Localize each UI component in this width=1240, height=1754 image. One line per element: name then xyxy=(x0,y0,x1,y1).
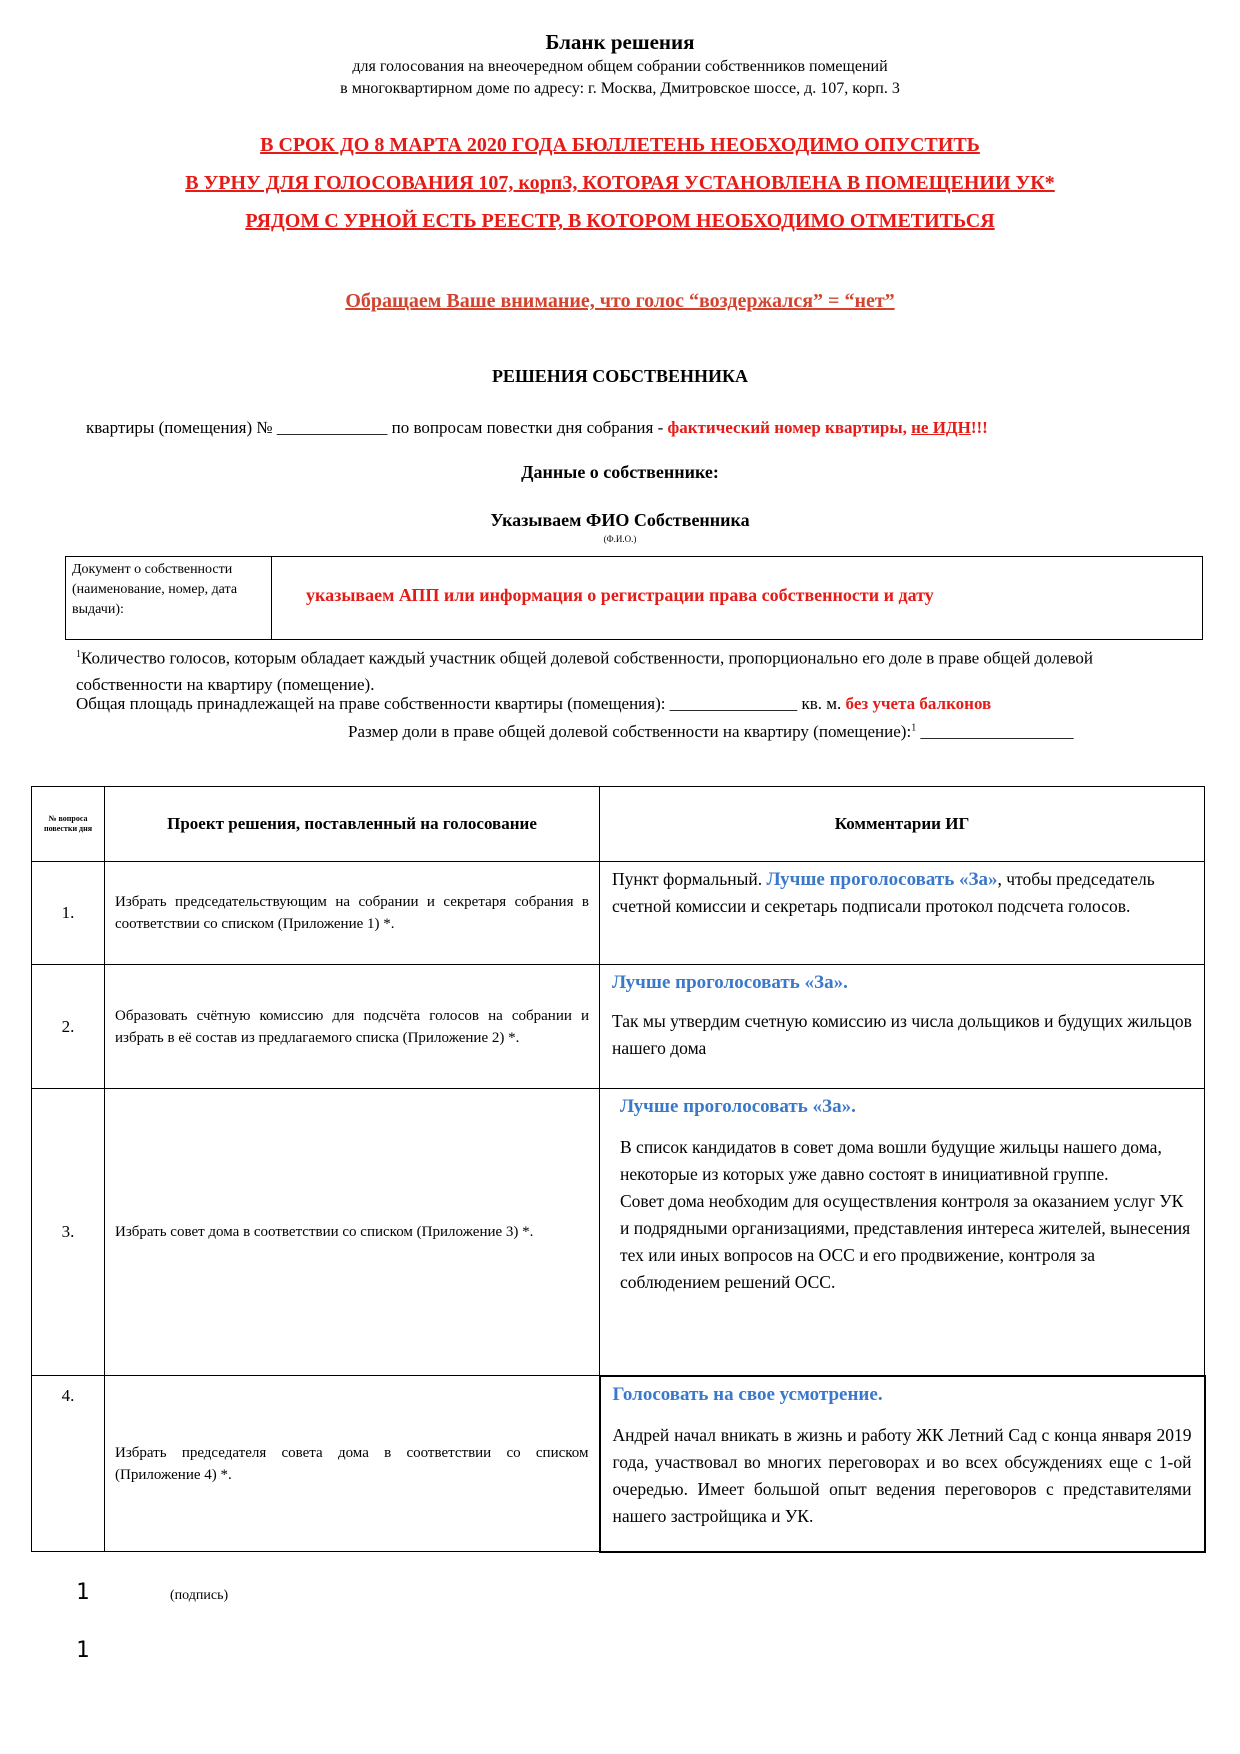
column-header-project: Проект решения, поставленный на голосование xyxy=(105,787,600,862)
question-number: 3. xyxy=(32,1089,105,1376)
warning-line-1: В СРОК ДО 8 МАРТА 2020 ГОДА БЮЛЛЕТЕНЬ НЕОБХОДИМО ОПУСТИТЬ xyxy=(260,134,980,156)
area-hint: без учета балконов xyxy=(845,694,992,713)
comment-recommendation: Лучше проголосовать «За». xyxy=(620,1096,856,1117)
voting-table xyxy=(31,786,1206,1553)
table-row xyxy=(32,1089,1205,1376)
form-subtitle-2: в многоквартирном доме по адресу: г. Москва, Дмитровское шоссе, д. 107, корп. 3 xyxy=(340,80,900,97)
comment-body: Так мы утвердим счетную комиссию из числа дольщиков и будущих жильцов нашего дома xyxy=(612,1011,1192,1058)
area-text: Общая площадь принадлежащей на праве собственности квартиры (помещения): _______________ кв. м. xyxy=(76,694,846,713)
ownership-document-hint: указываем АПП или информация о регистрации права собственности и дату xyxy=(306,585,934,605)
footnote xyxy=(76,642,1196,698)
question-comment xyxy=(600,1376,1205,1552)
question-comment xyxy=(600,862,1205,965)
abstain-note: Обращаем Ваше внимание, что голос “воздержался” = “нет” xyxy=(345,290,895,312)
table-header-row xyxy=(32,787,1205,862)
table-row xyxy=(32,862,1205,965)
form-title: Бланк решения xyxy=(545,30,695,54)
signature-caption: (подпись) xyxy=(170,1588,229,1603)
footer-mark-2: 1 xyxy=(76,1638,90,1663)
comment-recommendation: Лучше проголосовать «За». xyxy=(612,972,848,993)
fio-caption: (Ф.И.О.) xyxy=(603,534,637,544)
comment-body: Андрей начал вникать в жизнь и работу ЖК Летний Сад с конца января 2019 года, участвовал во многих переговорах и во всех обсуждениях еще с 1-ой очередью. Имеет большой опыт ведения переговоров с представителями нашего застройщика и УК. xyxy=(612,1424,1192,1526)
footnote-text: Количество голосов, которым обладает каждый участник общей долевой собственности, пропорционально его доле в праве общей долевой собственности на квартиру (помещение). xyxy=(76,648,1094,694)
owner-heading: РЕШЕНИЯ СОБСТВЕННИКА xyxy=(491,366,749,386)
apartment-hint-end: !!! xyxy=(970,418,988,437)
column-header-comment: Комментарии ИГ xyxy=(600,787,1205,862)
question-project: Образовать счётную комиссию для подсчёта голосов на собрании и избрать в её состав из предлагаемого списка (Приложение 2) *. xyxy=(105,965,600,1089)
area-line xyxy=(76,694,991,714)
comment-recommendation: Лучше проголосовать «За» xyxy=(766,869,998,890)
column-header-number: № вопроса повестки дня xyxy=(32,787,105,862)
question-comment xyxy=(600,1089,1205,1376)
apartment-hint: фактический номер квартиры, xyxy=(667,418,912,437)
question-number: 4. xyxy=(32,1376,105,1552)
ownership-document-label: Документ о собственности (наименование, номер, дата выдачи): xyxy=(66,557,272,639)
question-number: 1. xyxy=(32,862,105,965)
share-text: Размер доли в праве общей долевой собственности на квартиру (помещение): xyxy=(348,722,912,741)
table-row xyxy=(32,965,1205,1089)
comment-body: Совет дома необходим для осуществления контроля за оказанием услуг УК и подрядными организациями, представления интереса жителей, вынесения тех или иных вопросов на ОСС и его продвижение, контроля за соблюдением решений ОСС. xyxy=(620,1191,1191,1292)
comment-recommendation: Голосовать на свое усмотрение. xyxy=(612,1383,883,1405)
ownership-document-box xyxy=(65,556,1203,640)
owner-data-heading: Данные о собственнике: xyxy=(521,462,719,482)
comment-prefix: Пункт формальный. xyxy=(612,869,767,889)
table-row xyxy=(32,1376,1205,1552)
comment-body: В список кандидатов в совет дома вошли будущие жильцы нашего дома, некоторые из которых уже давно состоят в инициативной группе. xyxy=(620,1137,1162,1184)
question-project: Избрать председателя совета дома в соответствии со списком (Приложение 4) *. xyxy=(105,1376,600,1552)
share-sup: 1 xyxy=(911,722,917,734)
footnote-mark: 1 xyxy=(76,649,81,660)
apartment-prefix: квартиры (помещения) № _____________ по вопросам повестки дня собрания - xyxy=(86,418,668,437)
apartment-line xyxy=(86,418,1226,438)
footer-mark-1: 1 xyxy=(76,1580,90,1605)
warning-line-3: РЯДОМ С УРНОЙ ЕСТЬ РЕЕСТР, В КОТОРОМ НЕОБХОДИМО ОТМЕТИТЬСЯ xyxy=(245,210,995,232)
question-project: Избрать совет дома в соответствии со списком (Приложение 3) *. xyxy=(105,1089,600,1376)
question-comment xyxy=(600,965,1205,1089)
question-project: Избрать председательствующим на собрании и секретаря собрания в соответствии со списком (Приложение 1) *. xyxy=(105,862,600,965)
apartment-hint-underlined: не ИДН xyxy=(911,418,971,437)
warning-line-2: В УРНУ ДЛЯ ГОЛОСОВАНИЯ 107, корп3, КОТОРАЯ УСТАНОВЛЕНА В ПОМЕЩЕНИИ УК* xyxy=(185,172,1055,194)
comment-suffix: , чтобы председатель счетной комиссии и секретарь подписали протокол подсчета голосов. xyxy=(612,869,1155,916)
form-subtitle-1: для голосования на внеочередном общем собрании собственников помещений xyxy=(352,58,888,75)
owner-fio-label: Указываем ФИО Собственника xyxy=(490,510,750,530)
share-line xyxy=(348,722,1073,742)
share-blank: __________________ xyxy=(916,722,1074,741)
question-number: 2. xyxy=(32,965,105,1089)
